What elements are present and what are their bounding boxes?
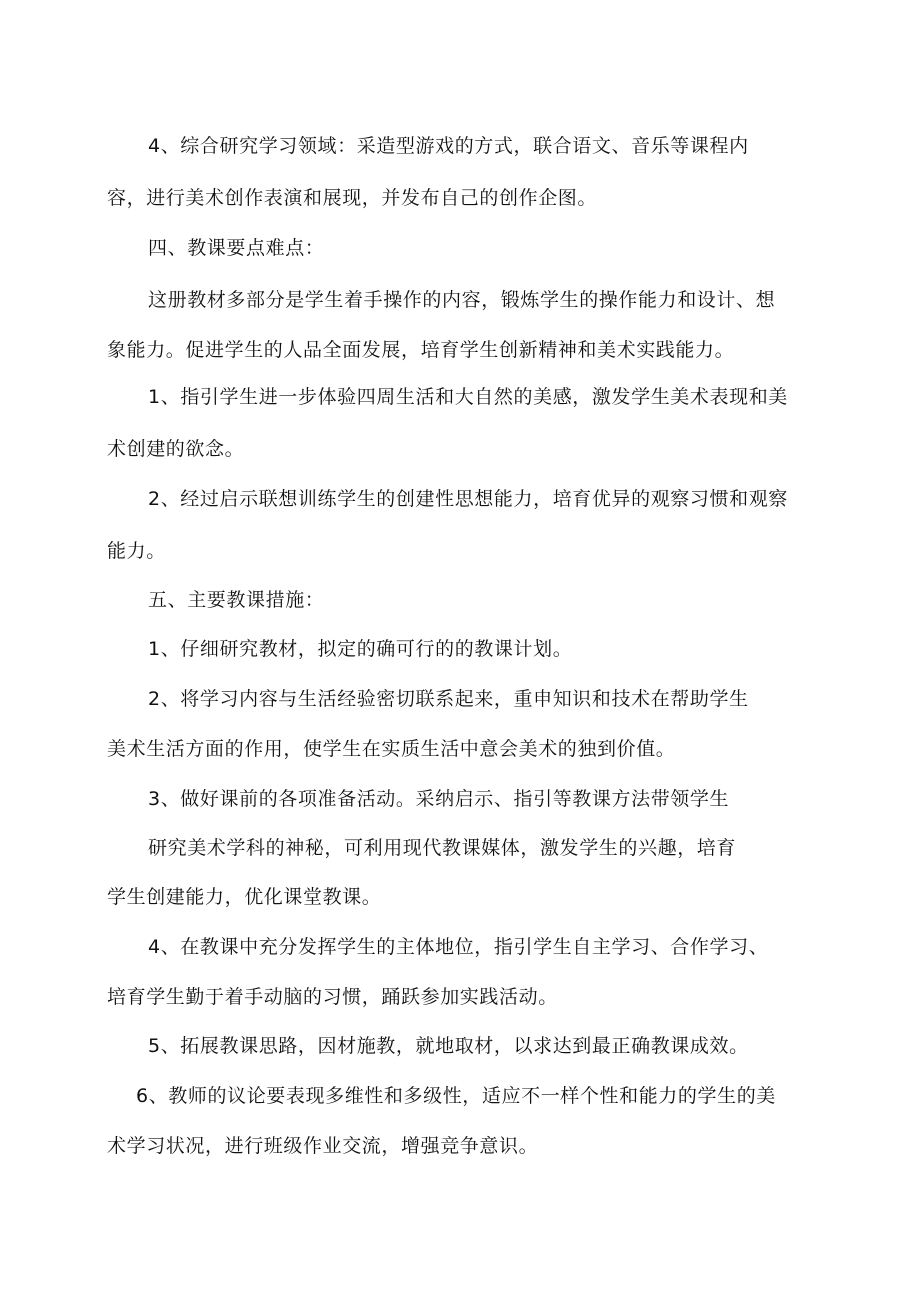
paragraph-line: 2、将学习内容与生活经验密切联系起来，重申知识和技术在帮助学生 xyxy=(148,688,749,710)
paragraph-line: 5、拓展教课思路，因材施教，就地取材，以求达到最正确教课成效。 xyxy=(148,1035,749,1057)
paragraph-line: 培育学生勤于着手动脑的习惯，踊跃参加实践活动。 xyxy=(107,986,558,1008)
paragraph-line: 1、仔细研究教材，拟定的确可行的的教课计划。 xyxy=(148,638,573,660)
paragraph-line: 研究美术学科的神秘，可利用现代教课媒体，激发学生的兴趣，培育 xyxy=(148,837,737,859)
paragraph-line: 学生创建能力，优化课堂教课。 xyxy=(107,886,382,908)
paragraph-line: 6、教师的议论要表现多维性和多级性，适应不一样个性和能力的学生的美 xyxy=(136,1085,776,1107)
paragraph-line: 能力。 xyxy=(107,540,166,562)
paragraph-line: 4、在教课中充分发挥学生的主体地位，指引学生自主学习、合作学习、 xyxy=(148,936,769,958)
paragraph-line: 2、经过启示联想训练学生的创建性思想能力，培育优异的观察习惯和观察 xyxy=(148,488,788,510)
paragraph-line: 术创建的欲念。 xyxy=(107,438,245,460)
section-heading: 四、教课要点难点： xyxy=(148,237,325,259)
paragraph-line: 容，进行美术创作表演和展现，并发布自己的创作企图。 xyxy=(107,187,598,209)
paragraph-line: 象能力。促进学生的人品全面发展，培育学生创新精神和美术实践能力。 xyxy=(107,339,735,361)
paragraph-line: 3、做好课前的各项准备活动。采纳启示、指引等教课方法带领学生 xyxy=(148,788,730,810)
paragraph-line: 术学习状况，进行班级作业交流，增强竞争意识。 xyxy=(107,1135,539,1157)
paragraph-line: 1、指引学生进一步体验四周生活和大自然的美感，激发学生美术表现和美 xyxy=(148,386,788,408)
paragraph-line: 美术生活方面的作用，使学生在实质生活中意会美术的独到价值。 xyxy=(107,738,676,760)
paragraph-line: 这册教材多部分是学生着手操作的内容，锻炼学生的操作能力和设计、想 xyxy=(148,289,776,311)
paragraph-line: 4、综合研究学习领域：采造型游戏的方式，联合语文、音乐等课程内 xyxy=(148,135,749,157)
section-heading: 五、主要教课措施： xyxy=(148,589,325,611)
